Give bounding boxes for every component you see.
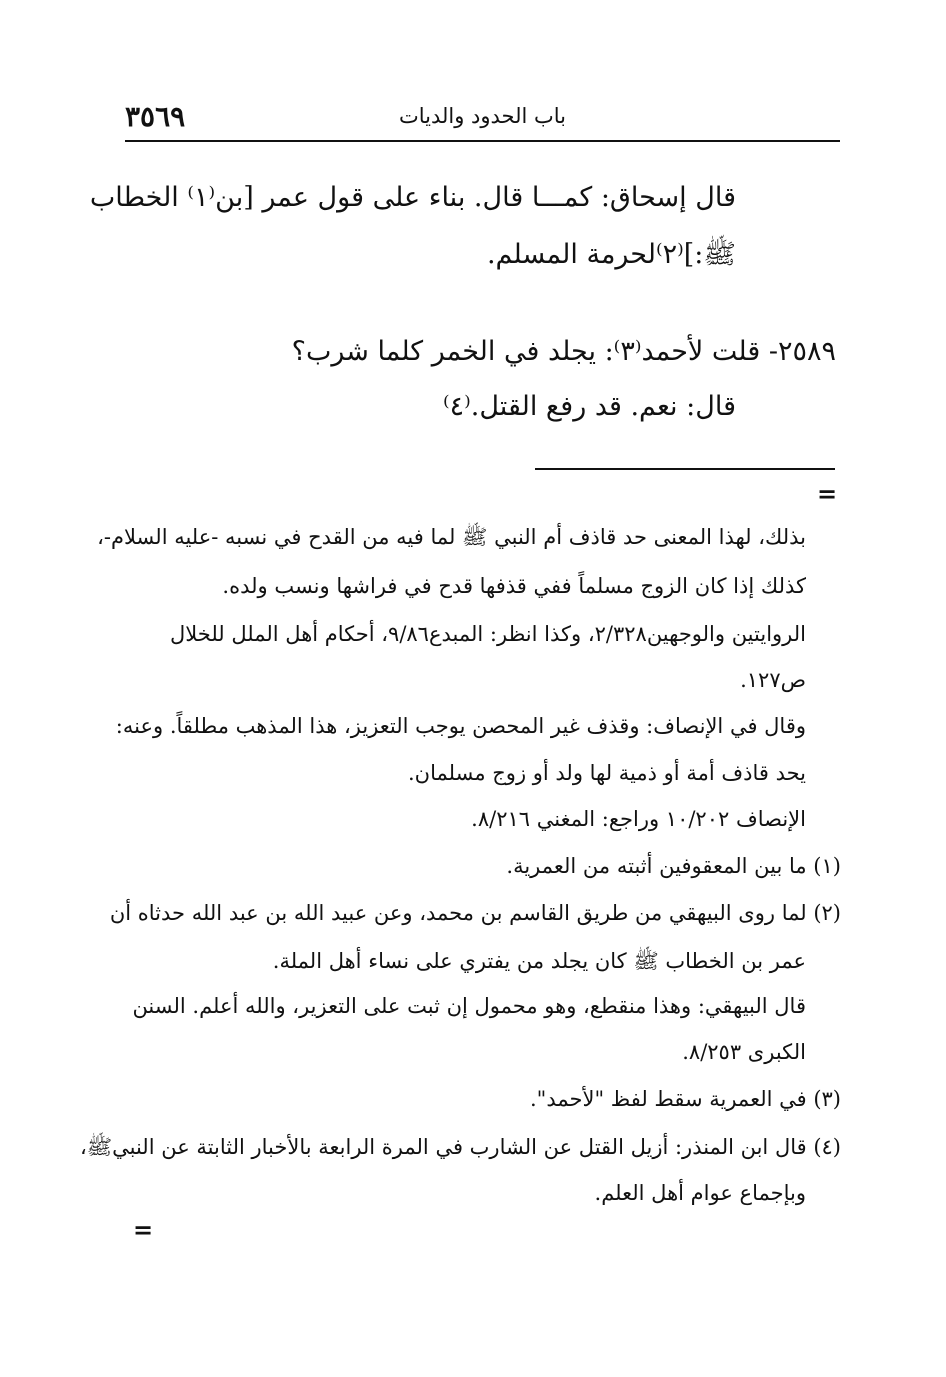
running-title: باب الحدود والديات xyxy=(398,104,567,128)
footnote-2-line-4: الكبرى ٨/٢٥٣. xyxy=(682,1040,806,1064)
page-number: ٣٥٦٩ xyxy=(125,100,186,133)
footnote-2-line-2: عمر بن الخطاب ﷺ كان يجلد من يفتري على نساء أهل الملة. xyxy=(272,949,806,973)
continuation-marker-top: = xyxy=(817,479,838,508)
header-rule xyxy=(125,140,840,142)
footnote-3: (٣) في العمرية سقط لفظ "لأحمد". xyxy=(529,1087,841,1111)
footnote-continuation-line: وقال في الإنصاف: وقذف غير المحصن يوجب التعزيز، هذا المذهب مطلقاً. وعنه: xyxy=(115,714,806,738)
footnote-4-line-1: (٤) قال ابن المنذر: أزيل القتل عن الشارب في المرة الرابعة بالأخبار الثابتة عن النبيﷺ، xyxy=(79,1135,841,1159)
main-paragraph-line-2: ﷺ:]⁽٢⁾لحرمة المسلم. xyxy=(486,239,736,270)
footnote-continuation-line: الإنصاف ١٠/٢٠٢ وراجع: المغني ٨/٢١٦. xyxy=(471,807,806,831)
footnote-continuation-line: كذلك إذا كان الزوج مسلماً ففي قذفها قدح في فراشها ونسب ولده. xyxy=(222,574,806,598)
footnote-continuation-line: بذلك، لهذا المعنى حد قاذف أم النبي ﷺ لما فيه من القدح في نسبه -عليه السلام-، xyxy=(97,525,806,549)
footnote-continuation-line: الروايتين والوجهين٢/٣٢٨، وكذا انظر: المبدع٩/٨٦، أحكام أهل الملل للخلال xyxy=(170,622,806,646)
question-2589-line-1: ٢٥٨٩- قلت لأحمد⁽٣⁾: يجلد في الخمر كلما شرب؟ xyxy=(291,336,836,367)
footnote-2-line-1: (٢) لما روى البيهقي من طريق القاسم بن محمد، وعن عبيد الله بن عبد الله حدثاه أن xyxy=(109,901,841,925)
footnote-1: (١) ما بين المعقوفين أثبته من العمرية. xyxy=(506,854,841,878)
footnote-2-line-3: قال البيهقي: وهذا منقطع، وهو محمول إن ثبت على التعزير، والله أعلم. السنن xyxy=(132,994,806,1018)
footnote-continuation-line: يحد قاذف أمة أو ذمية لها ولد أو زوج مسلمان. xyxy=(408,761,806,785)
page-header xyxy=(125,100,840,138)
continuation-marker-bottom: = xyxy=(133,1215,154,1244)
main-paragraph-line-1: قال إسحاق: كمـــا قال. بناء على قول عمر [بن⁽١⁾ الخطاب xyxy=(89,182,736,213)
footnote-continuation-line: ص١٢٧. xyxy=(740,668,806,692)
footnote-4-line-2: وبإجماع عوام أهل العلم. xyxy=(594,1181,806,1205)
question-2589-line-2: قال: نعم. قد رفع القتل.⁽٤⁾ xyxy=(442,391,736,422)
footnote-separator xyxy=(535,468,835,470)
